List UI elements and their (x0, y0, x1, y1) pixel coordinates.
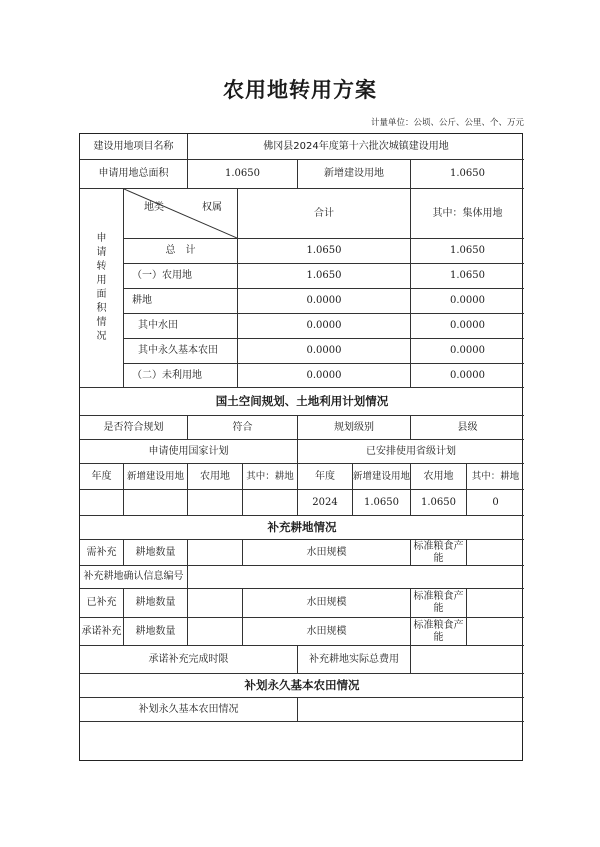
val-farmland-provincial: 0 (467, 490, 524, 516)
row-paddy-total: 0.0000 (238, 314, 411, 339)
already-paddy-scale-label: 水田规模 (243, 589, 411, 618)
val-year-provincial: 2024 (298, 490, 353, 516)
main-form-table (79, 133, 523, 761)
national-plan-label: 申请使用国家计划 (80, 440, 298, 464)
need-paddy-scale-label: 水田规模 (243, 540, 411, 566)
completion-deadline-label: 承诺补充完成时限 (80, 646, 298, 674)
val-year-national (80, 490, 124, 516)
row-agricultural-total: 1.0650 (238, 264, 411, 289)
planning-level-value: 县级 (411, 416, 524, 440)
promise-paddy-scale-label: 水田规模 (243, 618, 411, 646)
blank-notes-area (80, 722, 524, 762)
promise-farmland-qty-label: 耕地数量 (124, 618, 188, 646)
col-farmland-provincial: 其中：耕地 (467, 464, 524, 490)
val-new-construction-national (124, 490, 188, 516)
row-farmland-collective: 0.0000 (411, 289, 524, 314)
total-area-value: 1.0650 (188, 160, 298, 189)
col-total-header: 合计 (238, 189, 411, 239)
actual-cost-label: 补充耕地实际总费用 (298, 646, 411, 674)
val-agricultural-provincial: 1.0650 (411, 490, 467, 516)
new-construction-value: 1.0650 (411, 160, 524, 189)
total-area-label: 申请用地总面积 (80, 160, 188, 189)
row-permanent-farmland-collective: 0.0000 (411, 339, 524, 364)
row-paddy-collective: 0.0000 (411, 314, 524, 339)
planning-level-label: 规划级别 (298, 416, 411, 440)
already-farmland-qty-value (188, 589, 243, 618)
col-agricultural-national: 农用地 (188, 464, 243, 490)
col-agricultural-provincial: 农用地 (411, 464, 467, 490)
row-label-total: 总 计 (124, 239, 238, 264)
val-new-construction-provincial: 1.0650 (353, 490, 411, 516)
need-grain-capacity-label: 标准粮食产能 (411, 540, 467, 566)
need-grain-capacity-value (467, 540, 524, 566)
col-new-construction-provincial: 新增建设用地 (353, 464, 411, 490)
col-year-national: 年度 (80, 464, 124, 490)
row-unused-total: 0.0000 (238, 364, 411, 388)
category-ownership-header (124, 189, 238, 239)
row-total-value: 1.0650 (238, 239, 411, 264)
row-unused-collective: 0.0000 (411, 364, 524, 388)
compliance-value: 符合 (188, 416, 298, 440)
planning-heading: 国土空间规划、土地利用计划情况 (80, 388, 524, 416)
promise-grain-capacity-label: 标准粮食产能 (411, 618, 467, 646)
need-farmland-qty-value (188, 540, 243, 566)
row-label-paddy: 其中水田 (124, 314, 238, 339)
conversion-side-label: 申 请 转 用 面 积 情 况 (80, 189, 124, 388)
row-label-permanent-farmland: 其中永久基本农田 (124, 339, 238, 364)
promise-supplement-label: 承诺补充 (80, 618, 124, 646)
project-name-value: 佛冈县2024年度第十六批次城镇建设用地 (188, 134, 524, 160)
col-collective-header: 其中：集体用地 (411, 189, 524, 239)
need-supplement-label: 需补充 (80, 540, 124, 566)
supplement-heading: 补充耕地情况 (80, 516, 524, 540)
row-label-farmland: 耕地 (124, 289, 238, 314)
new-construction-label: 新增建设用地 (298, 160, 411, 189)
row-permanent-farmland-total: 0.0000 (238, 339, 411, 364)
val-agricultural-national (188, 490, 243, 516)
col-new-construction-national: 新增建设用地 (124, 464, 188, 490)
already-grain-capacity-label: 标准粮食产能 (411, 589, 467, 618)
compliance-label: 是否符合规划 (80, 416, 188, 440)
confirm-code-value (188, 566, 524, 589)
row-farmland-total: 0.0000 (238, 289, 411, 314)
row-label-agricultural: （一）农用地 (124, 264, 238, 289)
actual-cost-value (411, 646, 524, 674)
col-year-provincial: 年度 (298, 464, 353, 490)
unit-note: 计量单位：公顷、公斤、公里、个、万元 (370, 118, 524, 128)
header-category: 地类 (144, 202, 164, 213)
promise-farmland-qty-value (188, 618, 243, 646)
already-supplement-label: 已补充 (80, 589, 124, 618)
row-label-unused: （二）未利用地 (124, 364, 238, 388)
val-farmland-national (243, 490, 298, 516)
col-farmland-national: 其中：耕地 (243, 464, 298, 490)
confirm-code-label: 补充耕地确认信息编号 (80, 566, 188, 589)
header-ownership: 权属 (202, 202, 222, 213)
provincial-plan-label: 已安排使用省级计划 (298, 440, 524, 464)
row-agricultural-collective: 1.0650 (411, 264, 524, 289)
row-total-collective: 1.0650 (411, 239, 524, 264)
basic-farmland-heading: 补划永久基本农田情况 (80, 674, 524, 698)
basic-farmland-situation-value (298, 698, 524, 722)
basic-farmland-situation-label: 补划永久基本农田情况 (80, 698, 298, 722)
already-grain-capacity-value (467, 589, 524, 618)
page-title: 农用地转用方案 (223, 77, 377, 102)
already-farmland-qty-label: 耕地数量 (124, 589, 188, 618)
project-name-label: 建设用地项目名称 (80, 134, 188, 160)
promise-grain-capacity-value (467, 618, 524, 646)
need-farmland-qty-label: 耕地数量 (124, 540, 188, 566)
